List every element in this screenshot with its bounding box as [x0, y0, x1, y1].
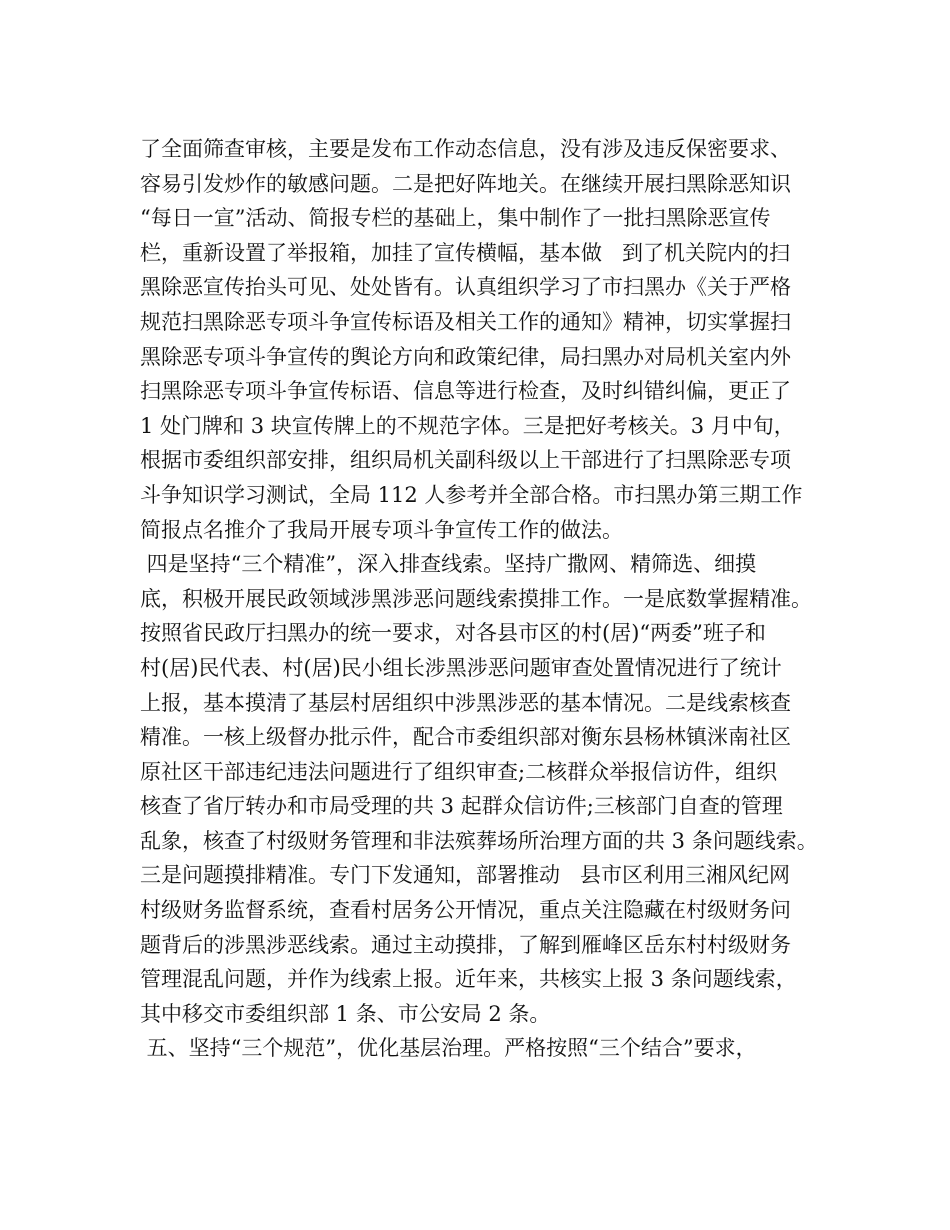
text-line: 1 处门牌和 3 块宣传牌上的不规范字体。三是把好考核关。3 月中旬， [140, 413, 795, 438]
text-line: 四是坚持“三个精准”，深入排查线索。坚持广撒网、精筛选、细摸 [140, 552, 757, 577]
text-line: 容易引发炒作的敏感问题。二是把好阵地关。在继续开展扫黑除恶知识 [140, 171, 791, 196]
text-line: 村(居)民代表、村(居)民小组长涉黑涉恶问题审查处置情况进行了统计 [140, 655, 782, 680]
text-line: 扫黑除恶专项斗争宣传标语、信息等进行检查，及时纠错纠偏，更正了 [140, 379, 791, 404]
text-line: 村级财务监督系统，查看村居务公开情况，重点关注隐藏在村级财务问 [140, 898, 791, 923]
text-line: 上报，基本摸清了基层村居组织中涉黑涉恶的基本情况。二是线索核查 [140, 690, 791, 715]
text-line: 五、坚持“三个规范”，优化基层治理。严格按照“三个结合”要求， [140, 1036, 757, 1061]
text-line: 精准。一核上级督办批示件，配合市委组织部对衡东县杨林镇洣南社区 [140, 725, 791, 750]
text-line: 根据市委组织部安排，组织局机关副科级以上干部进行了扫黑除恶专项 [140, 448, 791, 473]
text-line: 三是问题摸排精准。专门下发通知，部署推动 县市区利用三湘风纪网 [140, 863, 791, 888]
text-line: 核查了省厅转办和市局受理的共 3 起群众信访件;三核部门自查的管理 [140, 794, 783, 819]
text-line: 管理混乱问题，并作为线索上报。近年来，共核实上报 3 条问题线索， [140, 967, 797, 992]
text-line: 题背后的涉黑涉恶线索。通过主动摸排，了解到雁峰区岳东村村级财务 [140, 932, 791, 957]
text-line: 简报点名推介了我局开展专项斗争宣传工作的做法。 [140, 517, 623, 542]
text-line: 黑除恶专项斗争宣传的舆论方向和政策纪律，局扫黑办对局机关室内外 [140, 344, 791, 369]
text-line: 栏，重新设置了举报箱，加挂了宣传横幅，基本做 到了机关院内的扫 [140, 240, 791, 265]
text-line: 了全面筛查审核，主要是发布工作动态信息，没有涉及违反保密要求、 [140, 137, 791, 161]
text-line: 黑除恶宣传抬头可见、处处皆有。认真组织学习了市扫黑办《关于严格 [140, 275, 791, 300]
text-line: 原社区干部违纪违法问题进行了组织审查;二核群众举报信访件，组织 [140, 759, 778, 784]
document-body [140, 132, 840, 1066]
text-line: 规范扫黑除恶专项斗争宣传标语及相关工作的通知》精神，切实掌握扫 [140, 309, 791, 334]
text-line: 底，积极开展民政领域涉黑涉恶问题线索摸排工作。一是底数掌握精准。 [140, 586, 812, 611]
text-line: 斗争知识学习测试，全局 112 人参考并全部合格。市扫黑办第三期工作 [140, 482, 803, 507]
text-line: “每日一宣”活动、简报专栏的基础上，集中制作了一批扫黑除恶宣传 [140, 206, 771, 231]
text-line: 乱象，核查了村级财务管理和非法殡葬场所治理方面的共 3 条问题线索。 [140, 828, 818, 853]
text-line: 其中移交市委组织部 1 条、市公安局 2 条。 [140, 1001, 551, 1026]
text-line: 按照省民政厅扫黑办的统一要求，对各县市区的村(居)“两委”班子和 [140, 621, 766, 646]
